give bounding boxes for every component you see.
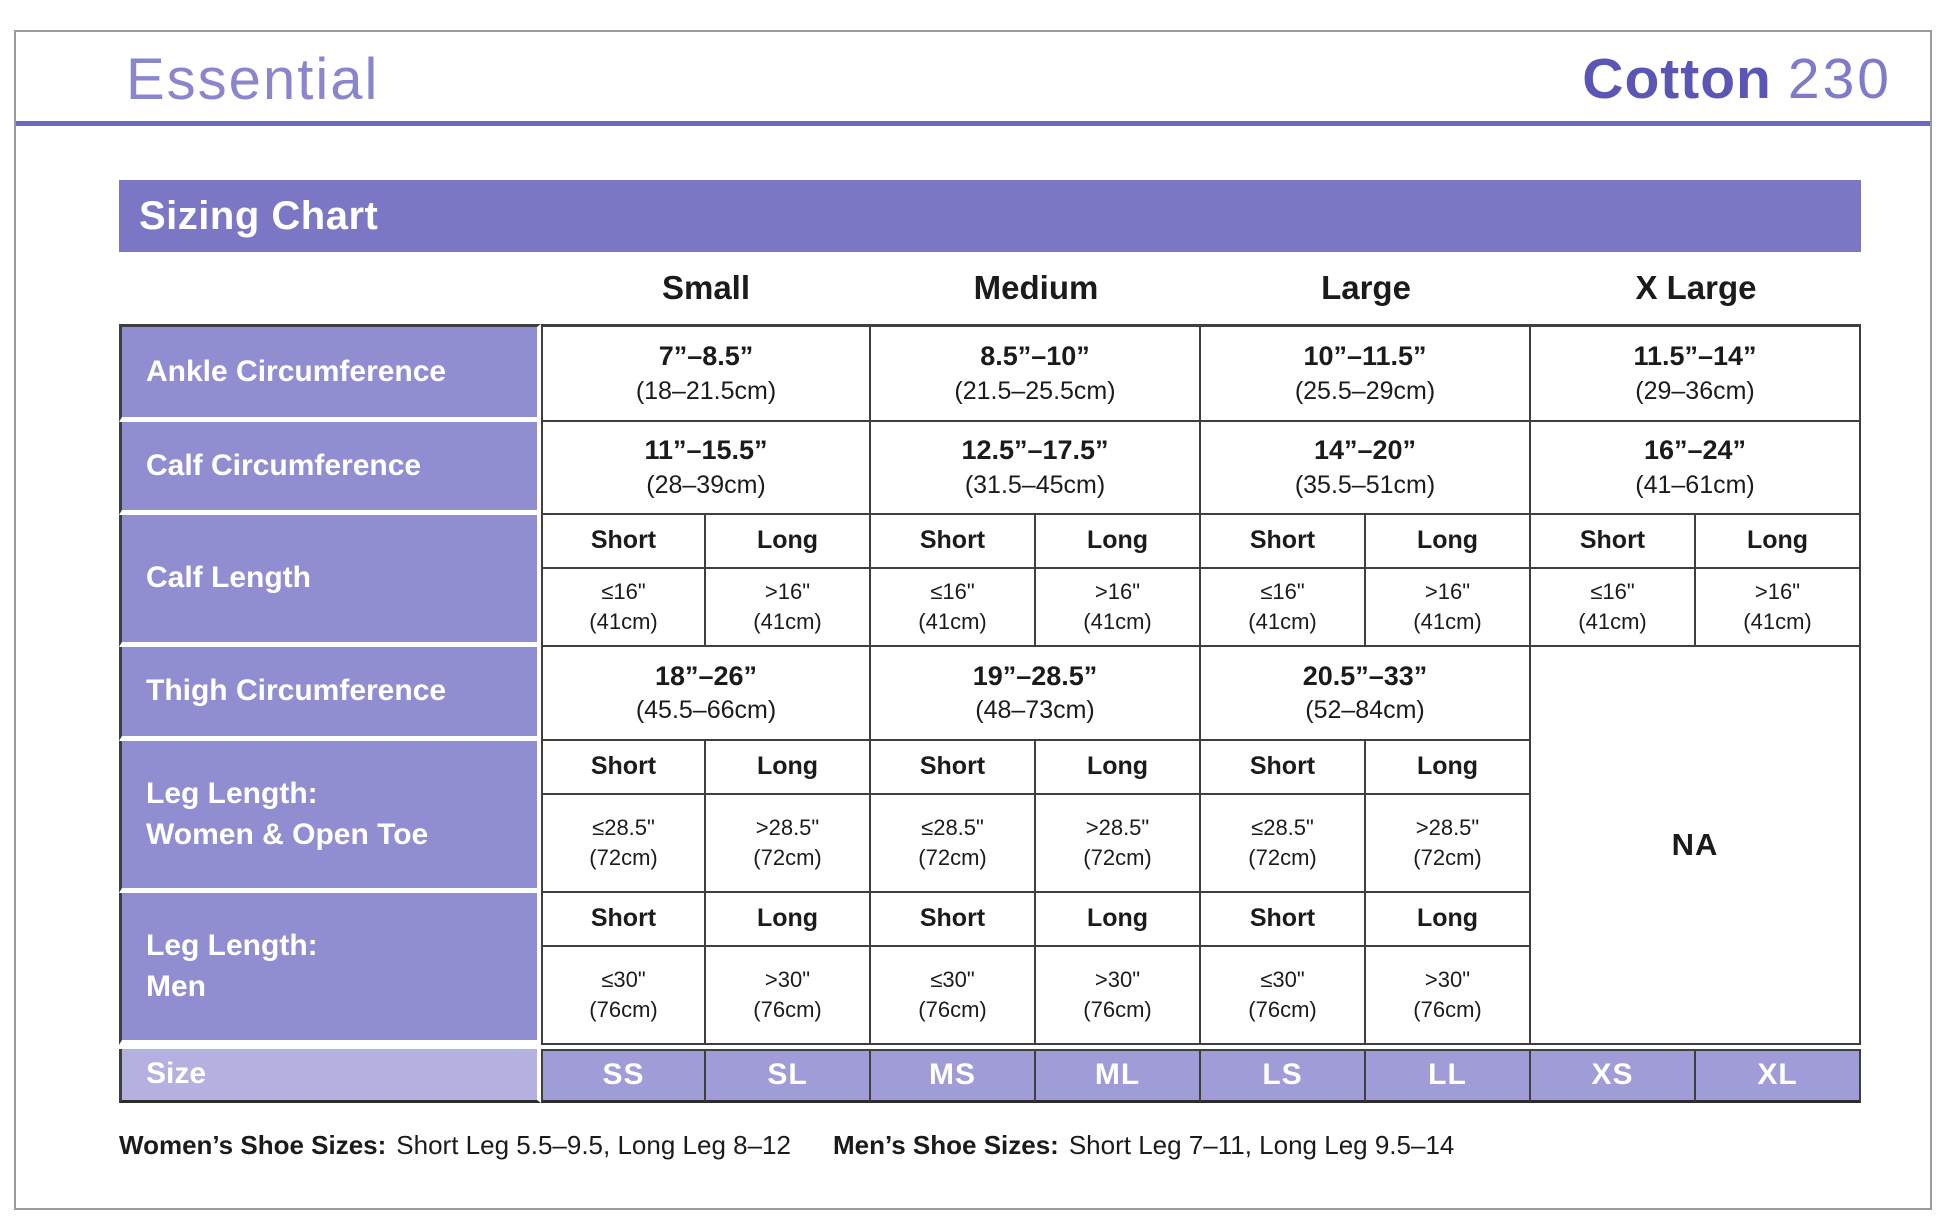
leg-women-val-5: >28.5" (72cm) (1366, 795, 1531, 893)
calf-length-val-0: ≤16" (41cm) (541, 569, 706, 647)
calf-length-head-0: Short (541, 515, 706, 569)
sizing-table (119, 252, 1861, 1103)
calf-length-val-3: >16" (41cm) (1036, 569, 1201, 647)
thigh-large-cell: 20.5”–33” (52–84cm) (1201, 647, 1531, 741)
womens-shoe-sizes-value: Short Leg 5.5–9.5, Long Leg 8–12 (396, 1130, 791, 1160)
leg-men-val-2: ≤30" (76cm) (871, 947, 1036, 1045)
page-card (14, 30, 1932, 1210)
calf-length-val-2: ≤16" (41cm) (871, 569, 1036, 647)
calf-circ-small-cell: 11”–15.5” (28–39cm) (541, 422, 871, 515)
leg-women-val-1: >28.5" (72cm) (706, 795, 871, 893)
leg-men-val-5: >30" (76cm) (1366, 947, 1531, 1045)
thigh-small-cell: 18”–26” (45.5–66cm) (541, 647, 871, 741)
xlarge-na-cell: NA (1531, 647, 1861, 1045)
row-label-size: Size (119, 1049, 541, 1103)
calf-length-head-1: Long (706, 515, 871, 569)
size-code-ml: ML (1036, 1049, 1201, 1103)
ankle-small-cell: 7”–8.5” (18–21.5cm) (541, 324, 871, 422)
calf-length-head-4: Short (1201, 515, 1366, 569)
sizing-chart-title: Sizing Chart (139, 193, 379, 238)
calf-length-val-5: >16" (41cm) (1366, 569, 1531, 647)
leg-men-val-1: >30" (76cm) (706, 947, 871, 1045)
calf-length-val-7: >16" (41cm) (1696, 569, 1861, 647)
header-divider (16, 121, 1930, 126)
calf-length-head-7: Long (1696, 515, 1861, 569)
row-label-thigh: Thigh Circumference (119, 647, 541, 741)
row-label-leg-length-women: Leg Length: Women & Open Toe (119, 741, 541, 893)
row-label-calf-circumference: Calf Circumference (119, 422, 541, 515)
mens-shoe-sizes-value: Short Leg 7–11, Long Leg 9.5–14 (1068, 1130, 1455, 1160)
col-header-xlarge: X Large (1635, 269, 1757, 306)
leg-men-val-3: >30" (76cm) (1036, 947, 1201, 1045)
leg-men-head-0: Short (541, 893, 706, 947)
ankle-large-cell: 10”–11.5” (25.5–29cm) (1201, 324, 1531, 422)
calf-circ-xlarge-cell: 16”–24” (41–61cm) (1531, 422, 1861, 515)
size-code-ls: LS (1201, 1049, 1366, 1103)
calf-length-val-6: ≤16" (41cm) (1531, 569, 1696, 647)
row-label-ankle: Ankle Circumference (119, 324, 541, 422)
sizing-chart-banner (119, 180, 1861, 252)
leg-women-head-5: Long (1366, 741, 1531, 795)
leg-men-head-1: Long (706, 893, 871, 947)
product-number: 230 (1787, 47, 1892, 111)
row-label-leg-length-men: Leg Length: Men (119, 893, 541, 1045)
leg-men-val-4: ≤30" (76cm) (1201, 947, 1366, 1045)
leg-men-head-3: Long (1036, 893, 1201, 947)
col-header-small: Small (661, 269, 751, 306)
ankle-xlarge-cell: 11.5”–14” (29–36cm) (1531, 324, 1861, 422)
thigh-medium-cell: 19”–28.5” (48–73cm) (871, 647, 1201, 741)
product-name: Cotton (1582, 47, 1772, 111)
leg-men-val-0: ≤30" (76cm) (541, 947, 706, 1045)
leg-women-val-4: ≤28.5" (72cm) (1201, 795, 1366, 893)
leg-women-head-4: Short (1201, 741, 1366, 795)
leg-women-val-0: ≤28.5" (72cm) (541, 795, 706, 893)
size-code-xl: XL (1696, 1049, 1861, 1103)
product-title (1582, 46, 1892, 112)
leg-women-val-3: >28.5" (72cm) (1036, 795, 1201, 893)
size-code-ms: MS (871, 1049, 1036, 1103)
calf-circ-medium-cell: 12.5”–17.5” (31.5–45cm) (871, 422, 1201, 515)
ankle-medium-cell: 8.5”–10” (21.5–25.5cm) (871, 324, 1201, 422)
size-code-sl: SL (706, 1049, 871, 1103)
row-label-calf-length: Calf Length (119, 515, 541, 647)
shoe-sizes-note (119, 1130, 1454, 1161)
mens-shoe-sizes-label: Men’s Shoe Sizes: (832, 1130, 1059, 1160)
leg-men-head-4: Short (1201, 893, 1366, 947)
leg-women-head-2: Short (871, 741, 1036, 795)
calf-length-val-1: >16" (41cm) (706, 569, 871, 647)
col-header-medium: Medium (973, 269, 1099, 306)
leg-men-head-2: Short (871, 893, 1036, 947)
calf-length-head-5: Long (1366, 515, 1531, 569)
calf-length-head-6: Short (1531, 515, 1696, 569)
calf-circ-large-cell: 14”–20” (35.5–51cm) (1201, 422, 1531, 515)
brand-title: Essential (126, 47, 380, 112)
leg-women-head-0: Short (541, 741, 706, 795)
size-code-ll: LL (1366, 1049, 1531, 1103)
leg-men-head-5: Long (1366, 893, 1531, 947)
size-code-xs: XS (1531, 1049, 1696, 1103)
calf-length-head-2: Short (871, 515, 1036, 569)
leg-women-head-3: Long (1036, 741, 1201, 795)
calf-length-val-4: ≤16" (41cm) (1201, 569, 1366, 647)
womens-shoe-sizes-label: Women’s Shoe Sizes: (119, 1130, 387, 1160)
leg-women-head-1: Long (706, 741, 871, 795)
size-code-ss: SS (541, 1049, 706, 1103)
calf-length-head-3: Long (1036, 515, 1201, 569)
leg-women-val-2: ≤28.5" (72cm) (871, 795, 1036, 893)
col-header-large: Large (1321, 269, 1411, 306)
